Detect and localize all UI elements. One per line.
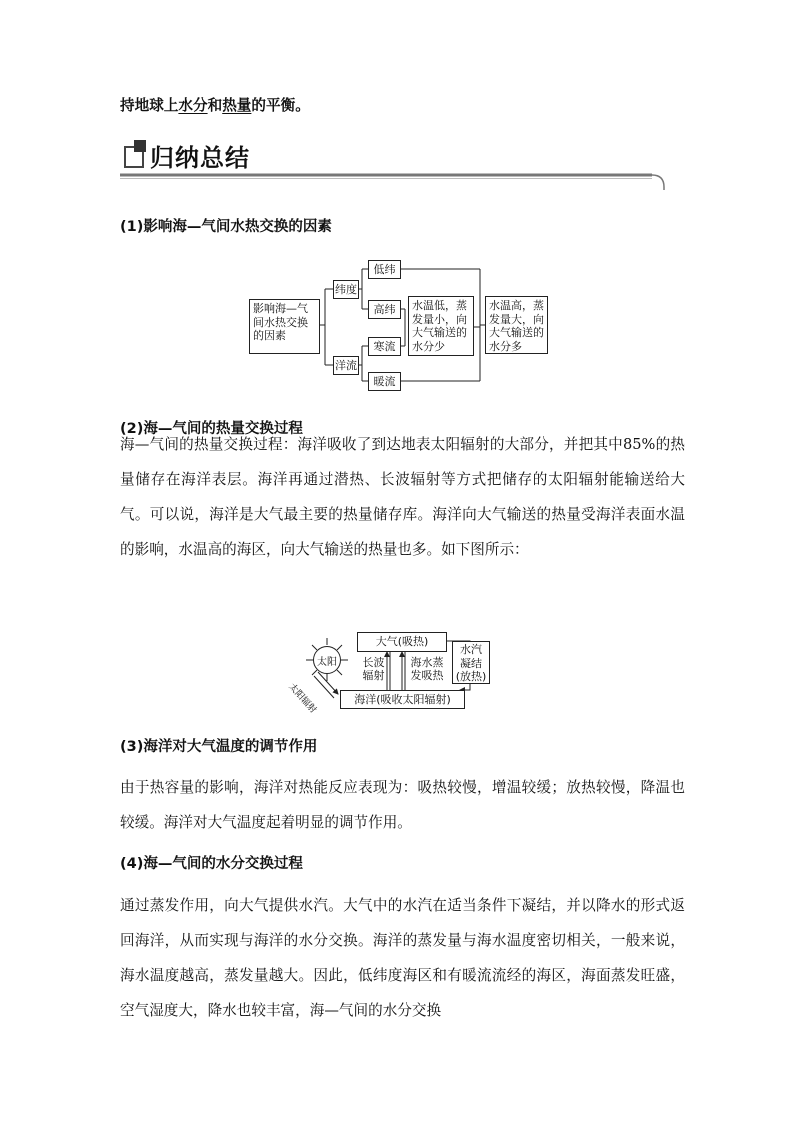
section-heading: 归纳总结 <box>150 144 250 172</box>
diagram1-high-lat-box: 高纬 <box>368 300 401 319</box>
diagram1-low-lat-box: 低纬 <box>368 260 401 279</box>
longwave-label: 长波辐射 <box>362 656 385 682</box>
paragraph-temperature-regulation: 由于热容量的影响，海洋对热能反应表现为：吸热较慢，增温较缓；放热较慢，降温也较缓。海洋对大气温度起着明显的调节作用。 <box>120 779 685 831</box>
intro-underline-water: 水分 <box>178 97 208 114</box>
subsection-1-title: (1)影响海—气间水热交换的因素 <box>120 219 332 235</box>
diagram1-cold-current-box: 寒流 <box>368 337 401 356</box>
subsection-4-title: (4)海—气间的水分交换过程 <box>120 856 303 872</box>
intro-underline-heat: 热量 <box>222 97 252 114</box>
paragraph-water-exchange: 通过蒸发作用，向大气提供水汽。大气中的水汽在适当条件下凝结，并以降水的形式返回海洋，从而实现与海洋的水分交换。海洋的蒸发量与海水温度密切相关，一般来说，海水温度越高，蒸发量越大。因此，低纬度海区和有暖流流经的海区，海面蒸发旺盛，空气湿度大，降水也较丰富，海—气间的水分交换 <box>120 897 685 1019</box>
ocean-box: 海洋(吸收太阳辐射) <box>340 690 465 709</box>
subsection-3-title: (3)海洋对大气温度的调节作用 <box>120 739 318 755</box>
condensation-box: 水汽凝结(放热) <box>452 641 490 684</box>
atmosphere-box: 大气(吸热) <box>357 632 447 652</box>
evaporation-label: 海水蒸发吸热 <box>410 656 444 682</box>
intro-text-pre: 持地球上 <box>120 97 179 114</box>
intro-text-post: 的平衡。 <box>251 97 310 114</box>
diagram1-result-high-box: 水温高，蒸发量大，向大气输送的水分多 <box>485 296 548 354</box>
paragraph-heat-exchange: 海—气间的热量交换过程：海洋吸收了到达地表太阳辐射的大部分，并把其中85%的热量储存在海洋表层。海洋再通过潜热、长波辐射等方式把储存的太阳辐射能输送给大气。可以说，海洋是大气最主要的热量储存库。海洋向大气输送的热量受海洋表面水温的影响，水温高的海区，向大气输送的热量也多。如下图所示： <box>120 436 685 558</box>
diagram1-warm-current-box: 暖流 <box>368 372 401 391</box>
diagram1-latitude-box: 纬度 <box>333 280 359 299</box>
diagram1-result-low-box: 水温低，蒸发量小，向大气输送的水分少 <box>408 296 474 356</box>
solar-radiation-label: 太阳辐射 <box>286 682 318 716</box>
diagram1-current-box: 洋流 <box>333 356 359 375</box>
intro-text-mid: 和 <box>207 97 223 114</box>
sun-label: 太阳 <box>317 657 337 668</box>
subsection-2-title: (2)海—气间的热量交换过程 <box>120 421 303 437</box>
diagram1-root-box: 影响海—气间水热交换的因素 <box>249 299 320 354</box>
